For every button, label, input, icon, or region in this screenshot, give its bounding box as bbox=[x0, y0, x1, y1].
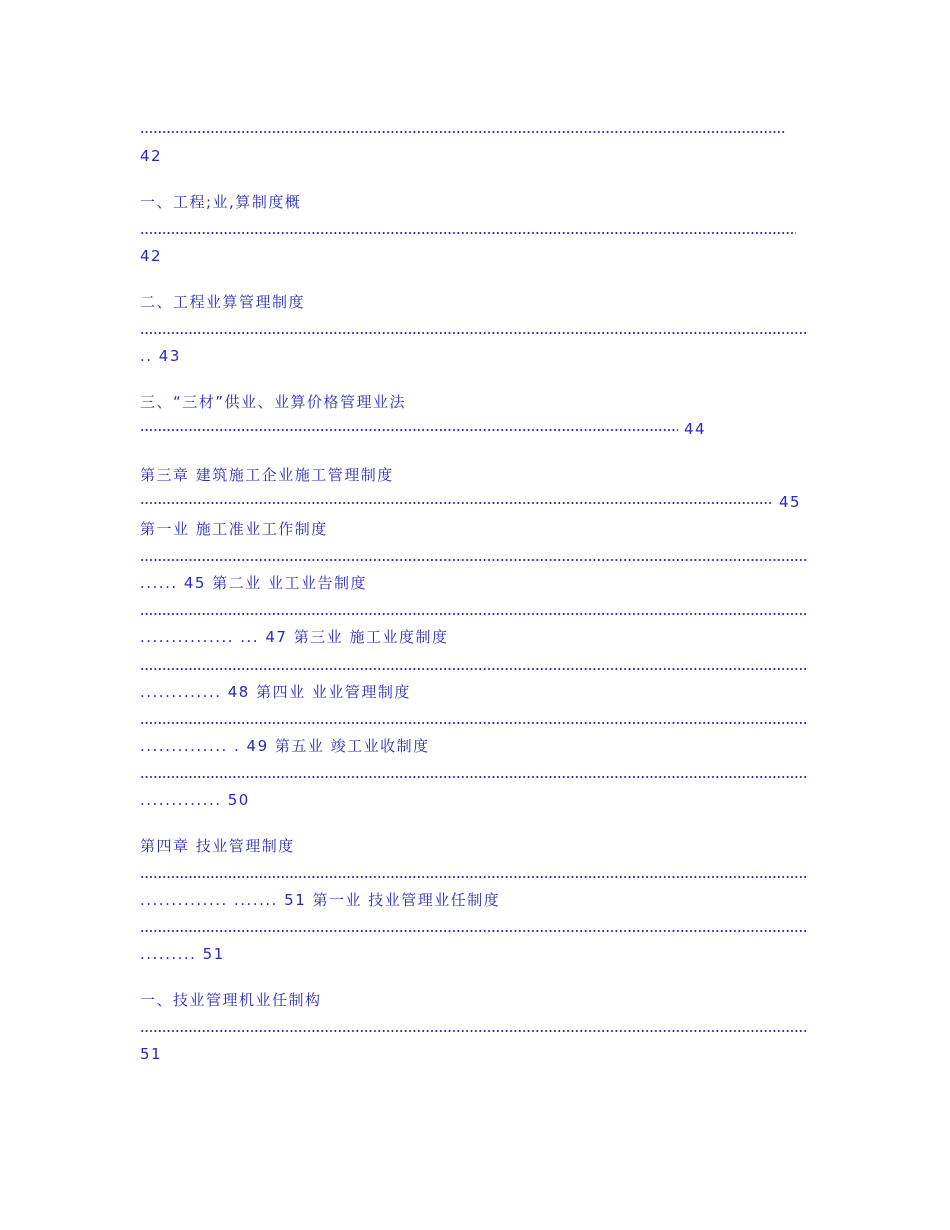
toc-page-number: 42 bbox=[140, 147, 163, 165]
toc-page-number: ............. 48 第四业 业业管理制度 bbox=[140, 683, 411, 701]
toc-page-number: .............. ....... 51 第一业 技业管理业任制度 bbox=[140, 891, 501, 909]
toc-leader-dots bbox=[140, 555, 808, 565]
toc-leader-dots bbox=[140, 609, 808, 619]
toc-entry-title: 第四章 技业管理制度 bbox=[140, 837, 295, 855]
toc-leader-dots bbox=[140, 228, 796, 238]
toc-page-number: ......... 51 bbox=[140, 945, 225, 963]
toc-entry-title: 第一业 施工准业工作制度 bbox=[140, 520, 328, 538]
toc-leader-dots bbox=[140, 772, 808, 782]
toc-leader-dots bbox=[140, 926, 808, 936]
toc-page-number: ............... ... 47 第三业 施工业度制度 bbox=[140, 628, 449, 646]
toc-leader-dots bbox=[140, 1026, 808, 1036]
toc-page-number: 51 bbox=[140, 1045, 163, 1063]
toc-entry-title: 一、工程;业,算制度概 bbox=[140, 193, 302, 211]
toc-leader-dots bbox=[140, 425, 678, 435]
toc-page-number: ............. 50 bbox=[140, 791, 250, 809]
toc-entry-title: 二、工程业算管理制度 bbox=[140, 293, 306, 311]
toc-entry-title: 三、“三材”供业、业算价格管理业法 bbox=[140, 393, 407, 411]
toc-leader-dots bbox=[140, 872, 808, 882]
toc-entry-title: 一、技业管理机业任制构 bbox=[140, 991, 322, 1009]
toc-leader-dots bbox=[140, 664, 808, 674]
toc-page-number: .............. . 49 第五业 竣工业收制度 bbox=[140, 737, 430, 755]
toc-page-number: .. 43 bbox=[140, 347, 181, 365]
toc-page-number: ...... 45 第二业 业工业告制度 bbox=[140, 574, 368, 592]
toc-page-number: 45 bbox=[779, 493, 802, 511]
toc-leader-dots bbox=[140, 127, 786, 137]
toc-leader-dots bbox=[140, 328, 808, 338]
toc-page-number: 42 bbox=[140, 247, 163, 265]
toc-leader-dots bbox=[140, 498, 772, 508]
toc-leader-dots bbox=[140, 718, 808, 728]
toc-entry-title: 第三章 建筑施工企业施工管理制度 bbox=[140, 466, 394, 484]
toc-page-number: 44 bbox=[684, 420, 707, 438]
